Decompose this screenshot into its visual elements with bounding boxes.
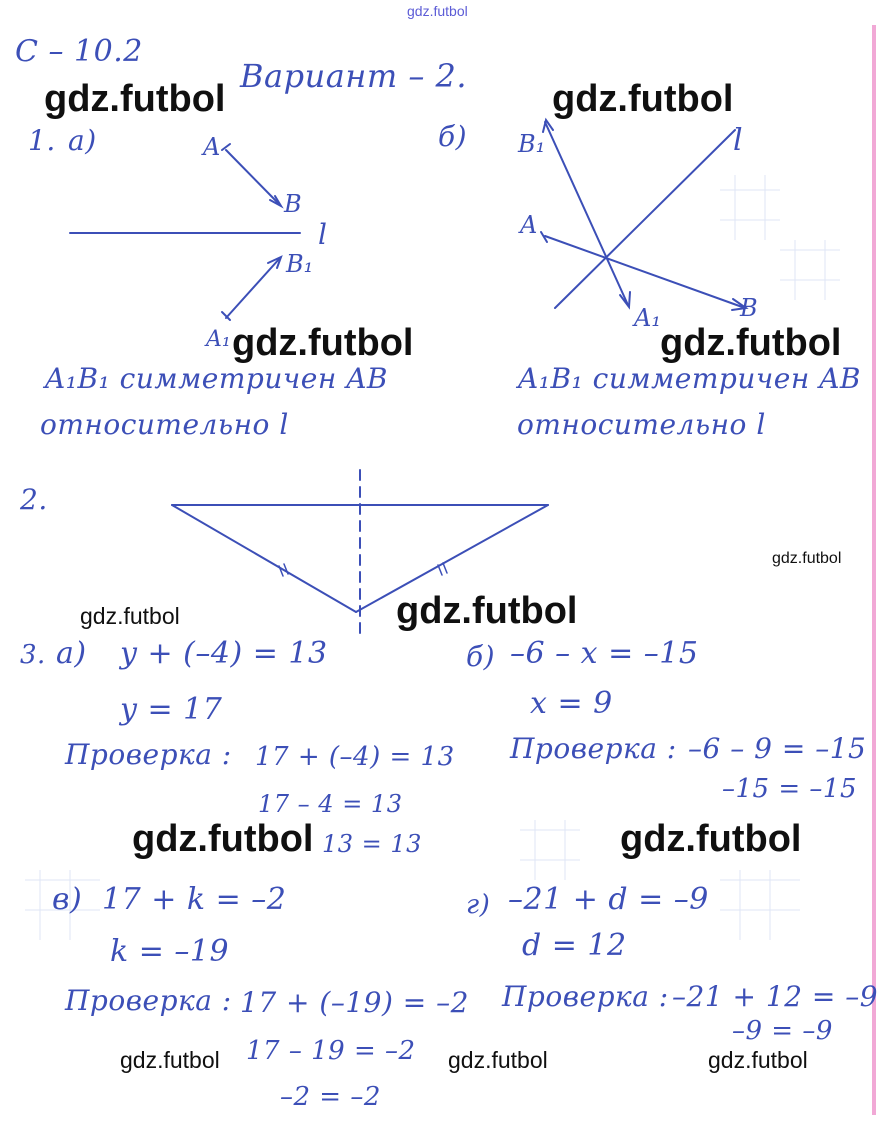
tick-right-2 (443, 563, 447, 573)
watermark: gdz.futbol (772, 550, 842, 567)
watermark: gdz.futbol (120, 1047, 220, 1073)
watermark: gdz.futbol (80, 603, 180, 629)
conclusion-a-line2: относительно l (40, 408, 289, 441)
task3a-check2: 17 – 4 = 13 (258, 790, 403, 818)
task1-number: 1. (28, 124, 56, 157)
label-b1-1b: B₁ (518, 130, 546, 158)
top-watermark: gdz.futbol (407, 3, 468, 19)
task3-number: 3. (20, 640, 46, 670)
worksheet-code: С – 10.2 (15, 34, 143, 69)
watermark: gdz.futbol (396, 590, 578, 632)
task3b-solution: x = 9 (530, 686, 613, 721)
watermark: gdz.futbol (232, 322, 414, 364)
tick-left-2 (284, 564, 288, 574)
variant-title: Вариант – 2. (240, 57, 468, 95)
label-a1-1b: A₁ (634, 304, 661, 332)
task3v-check2: 17 – 19 = –2 (246, 1036, 416, 1066)
task3v-equation: 17 + k = –2 (102, 882, 287, 917)
conclusion-a-line1: A₁B₁ симметричен AB (45, 362, 388, 395)
task3b-equation: –6 – x = –15 (510, 636, 699, 671)
task3a-equation: y + (–4) = 13 (120, 636, 328, 671)
task2-number: 2. (20, 483, 48, 516)
label-b-1a: B (284, 190, 302, 218)
conclusion-b-line1: A₁B₁ симметричен AB (518, 362, 861, 395)
task1-part-b: б) (438, 120, 468, 153)
watermark: gdz.futbol (132, 818, 314, 860)
watermark: gdz.futbol (44, 78, 226, 120)
task3b-label: б) (466, 640, 496, 673)
task3v-solution: k = –19 (110, 934, 230, 969)
task3g-equation: –21 + d = –9 (508, 882, 709, 917)
task3g-check1: –21 + 12 = –9 (672, 980, 879, 1013)
watermark: gdz.futbol (708, 1047, 808, 1073)
task1-part-a: а) (68, 124, 97, 157)
task3a-check-label: Проверка : (65, 738, 232, 771)
watermark: gdz.futbol (620, 818, 802, 860)
arrow-b1-1a (268, 257, 281, 268)
label-a-1b: A (520, 211, 538, 239)
line-l-1b (555, 130, 735, 308)
label-a-1a: A (203, 133, 221, 161)
conclusion-b-line2: относительно l (517, 408, 766, 441)
label-b1-1a: B₁ (286, 250, 314, 278)
segment-ab-1a (226, 150, 280, 205)
task3v-label: в) (52, 882, 83, 917)
task3a-label: а) (56, 636, 87, 671)
label-b-1b: B (740, 294, 758, 322)
watermark: gdz.futbol (660, 322, 842, 364)
task3g-solution: d = 12 (522, 928, 627, 963)
task3a-check1: 17 + (–4) = 13 (255, 742, 455, 772)
segment-a1b1-1a (226, 258, 280, 318)
task3g-check-label: Проверка : (502, 980, 669, 1013)
task3g-check2: –9 = –9 (732, 1016, 833, 1046)
task3b-check-label: Проверка : (510, 732, 677, 765)
label-l-1a: l (318, 218, 327, 251)
task3v-check-label: Проверка : (65, 984, 232, 1017)
task3b-check1: –6 – 9 = –15 (688, 732, 867, 765)
task3a-check3: 13 = 13 (322, 830, 422, 858)
watermark: gdz.futbol (552, 78, 734, 120)
tick-right (438, 565, 442, 575)
task3b-check2: –15 = –15 (722, 774, 857, 804)
label-l-1b: l (733, 123, 743, 158)
segment-ab-1b (545, 236, 745, 308)
watermark: gdz.futbol (448, 1047, 548, 1073)
task3v-check1: 17 + (–19) = –2 (240, 986, 469, 1019)
task3g-label: г) (466, 890, 491, 920)
label-a1-1a: A₁ (206, 327, 231, 352)
triangle-left-side (172, 505, 356, 612)
task3v-check3: –2 = –2 (280, 1082, 381, 1112)
task3a-solution: y = 17 (120, 692, 223, 727)
